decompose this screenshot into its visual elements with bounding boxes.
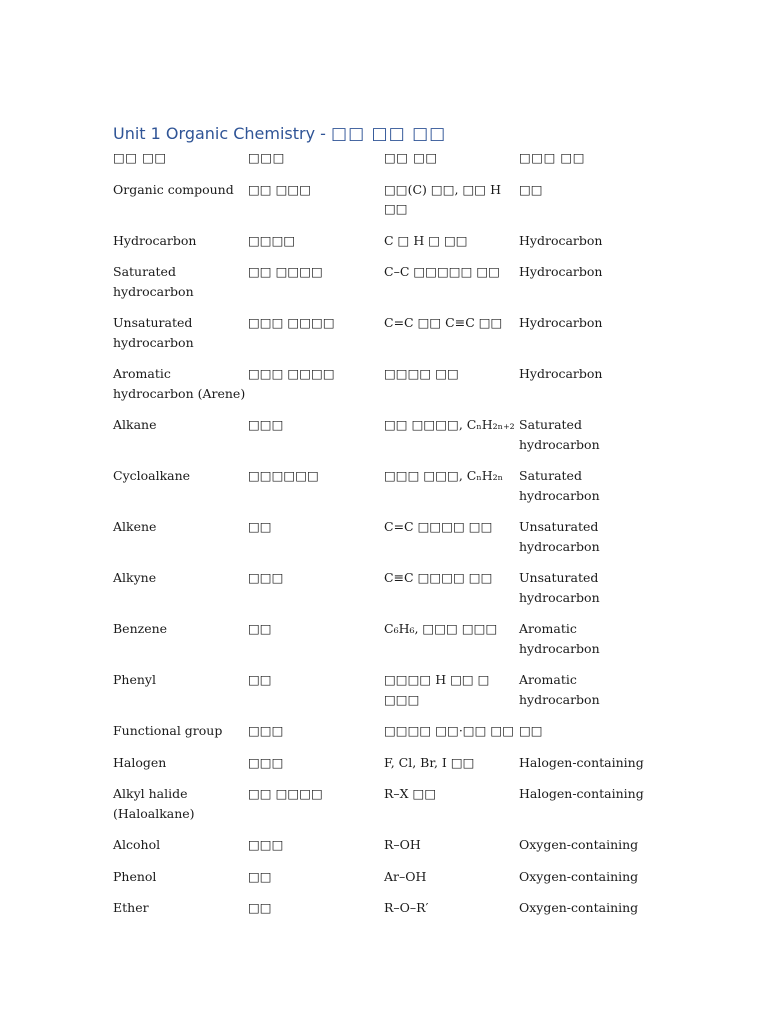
table-cell: Hydrocarbon [519,315,603,330]
column-header: □□□ [248,150,285,165]
table-row [113,466,653,517]
table-cell: C=C □□□□ □□ [384,519,493,534]
table-cell: □□ [248,672,272,687]
table-cell: Saturated hydrocarbon [519,417,600,452]
table-cell: Halogen [113,754,167,770]
table-cell: Cycloalkane [113,468,191,483]
table-cell: □□□□ H □□ □ □□□ [384,672,490,707]
column-header: □□□ □□ [519,150,586,165]
table-cell: Saturated hydrocarbon [113,264,194,299]
table-row [113,517,653,568]
table-cell: □□□ □□□, CₙH₂ₙ [384,468,504,483]
table-cell: □□□□□□ [248,468,319,483]
table-cell: □□ [248,621,272,636]
title-text: Unit 1 Organic Chemistry - [113,124,332,143]
table-cell: Alkyl halide (Haloalkane) [113,786,195,821]
column-header: □□ □□ [113,150,167,165]
table-row [113,670,653,721]
table-cell: Hydrocarbon [519,232,603,248]
table-cell: Aromatic hydrocarbon (Arene) [113,366,246,401]
table-cell: □□□ □□□□ [248,315,335,330]
table-cell: □□(C) □□, □□ H □□ [384,181,501,216]
table-cell: Unsaturated hydrocarbon [519,519,600,554]
table-cell: □□□ [248,570,284,585]
table-cell: Oxygen-containing [519,900,639,915]
table-cell: Halogen-containing [519,786,644,801]
table-row [113,867,653,899]
table-row [113,619,653,670]
table-cell: □□□□ □□ [384,366,459,381]
table-cell: □□ [248,519,272,534]
table-cell: □□□ [248,723,284,738]
table-row [113,231,653,263]
table-row [113,753,653,785]
document-title [113,124,446,144]
table-cell: Ether [113,900,149,915]
table-cell: Unsaturated hydrocarbon [519,570,600,605]
table-row [113,721,653,753]
table-cell: Hydrocarbon [113,232,197,248]
table-row [113,180,653,231]
table-cell: Ar–OH [384,868,427,884]
table-cell: □□ □□□□, CₙH₂ₙ₊₂ [384,417,515,432]
table-row [113,568,653,619]
table-cell: Benzene [113,621,168,636]
table-cell: □□ [519,181,543,197]
table-cell: C₆H₆, □□□ □□□ [384,621,498,636]
table-cell: Aromatic hydrocarbon [519,621,600,656]
table-cell: C–C □□□□□ □□ [384,264,500,279]
table-cell: Phenol [113,868,157,884]
table-cell: Alkyne [113,570,157,585]
table-cell: Hydrocarbon [519,366,603,381]
table-cell: Oxygen-containing [519,837,639,852]
column-header: □□ □□ [384,150,438,165]
table-row [113,364,653,415]
table-cell: Oxygen-containing [519,868,639,884]
table-row [113,262,653,313]
table-cell: Unsaturated hydrocarbon [113,315,194,350]
table-row [113,415,653,466]
table-cell: Phenyl [113,672,156,687]
title-subtitle: □□ □□ □□ [331,124,447,144]
table-cell: □□ □□□ [248,181,312,197]
table-cell: Halogen-containing [519,754,644,770]
table-cell: C □ H □ □□ [384,232,468,248]
table-body [113,180,653,930]
table-cell: R–X □□ [384,786,437,801]
table-row [113,898,653,930]
table-cell: C≡C □□□□ □□ [384,570,493,585]
table-cell: □□ □□□□ [248,264,323,279]
table-cell: Alcohol [113,837,161,852]
table-cell: R–OH [384,837,421,852]
table-cell: □□□□ [248,232,296,248]
table-cell: □□□ [248,837,284,852]
table-cell: Aromatic hydrocarbon [519,672,600,707]
table-cell: Alkene [113,519,157,534]
table-cell: Alkane [113,417,157,432]
table-cell: F, Cl, Br, I □□ [384,754,475,770]
table-cell: □□□ [248,417,284,432]
table-cell: Functional group [113,723,223,738]
table-cell: □□ □□□□ [248,786,323,801]
table-header-row [113,146,653,180]
table-cell: Hydrocarbon [519,264,603,279]
table-cell: Saturated hydrocarbon [519,468,600,503]
table-row [113,313,653,364]
table-cell: □□ [248,900,272,915]
table-cell: Organic compound [113,181,234,197]
vocabulary-table [113,146,653,930]
table-row [113,784,653,835]
table-cell: □□ [519,723,543,738]
table-row [113,835,653,867]
table-cell: □□□ [248,754,284,770]
table-cell: R–O–R′ [384,900,429,915]
table-cell: □□□ □□□□ [248,366,335,381]
table-cell: □□ [248,868,272,884]
table-cell: C=C □□ C≡C □□ [384,315,503,330]
table-cell: □□□□ □□·□□ □□ [384,723,515,738]
